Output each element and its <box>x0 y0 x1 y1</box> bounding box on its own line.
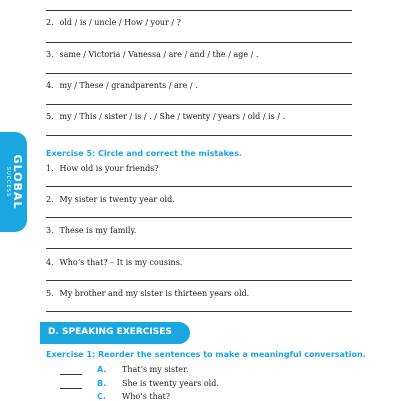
option-letter: B. <box>97 379 107 388</box>
exercise5-item <box>46 195 175 205</box>
item-number: 1. <box>46 164 54 173</box>
answer-blank[interactable] <box>60 374 82 375</box>
exercise4-item <box>46 50 258 60</box>
answer-line[interactable] <box>46 311 352 312</box>
side-tab <box>0 132 27 232</box>
answer-blank[interactable] <box>60 388 82 389</box>
answer-line[interactable] <box>46 10 352 11</box>
exercise1-title: Exercise 1: Reorder the sentences to make a meaningful conversation. <box>46 350 366 359</box>
item-number: 5. <box>46 112 54 121</box>
item-number: 2. <box>46 18 54 27</box>
logo-text: GLOBAL <box>10 154 24 210</box>
option-text: That’s my sister. <box>122 365 189 374</box>
option-text: Who’s that? <box>122 392 171 401</box>
item-text: My sister is twenty year old. <box>59 195 175 204</box>
exercise5-item <box>46 164 159 174</box>
item-text: These is my family. <box>59 226 137 235</box>
item-text: Who’s that? – It is my cousins. <box>59 258 183 267</box>
item-number: 4. <box>46 258 54 267</box>
answer-line[interactable] <box>46 104 352 105</box>
item-number: 3. <box>46 50 54 59</box>
item-text: my / These / grandparents / are / . <box>59 81 198 90</box>
answer-line[interactable] <box>46 248 352 249</box>
answer-line[interactable] <box>46 280 352 281</box>
item-text: old / is / uncle / How / your / ? <box>59 18 181 27</box>
logo-subtext: SUCCESS <box>4 166 11 198</box>
item-text: My brother and my sister is thirteen years old. <box>59 289 250 298</box>
answer-line[interactable] <box>46 186 352 187</box>
answer-line[interactable] <box>46 73 352 74</box>
answer-line[interactable] <box>46 42 352 43</box>
exercise4-item <box>46 18 181 28</box>
item-text: same / Victoria / Vanessa / are / and / the / age / . <box>59 50 259 59</box>
section-banner <box>40 322 190 344</box>
exercise4-item <box>46 81 198 91</box>
item-number: 3. <box>46 226 54 235</box>
item-number: 4. <box>46 81 54 90</box>
option-text: She is twenty years old. <box>122 379 219 388</box>
exercise5-item <box>46 226 136 236</box>
exercise5-item <box>46 258 182 268</box>
answer-line[interactable] <box>46 135 352 136</box>
item-text: How old is your friends? <box>59 164 159 173</box>
side-tab-logo <box>5 155 23 210</box>
item-text: my / This / sister / is / . / She / twenty / years / old / is / . <box>59 112 286 121</box>
exercise5-title: Exercise 5: Circle and correct the mistakes. <box>46 149 242 158</box>
answer-line[interactable] <box>46 217 352 218</box>
section-title: D. SPEAKING EXERCISES <box>48 327 172 337</box>
item-number: 2. <box>46 195 54 204</box>
option-letter: A. <box>97 365 107 374</box>
item-number: 5. <box>46 289 54 298</box>
option-letter: C. <box>97 392 106 401</box>
exercise4-item <box>46 112 285 122</box>
exercise5-item <box>46 289 249 299</box>
